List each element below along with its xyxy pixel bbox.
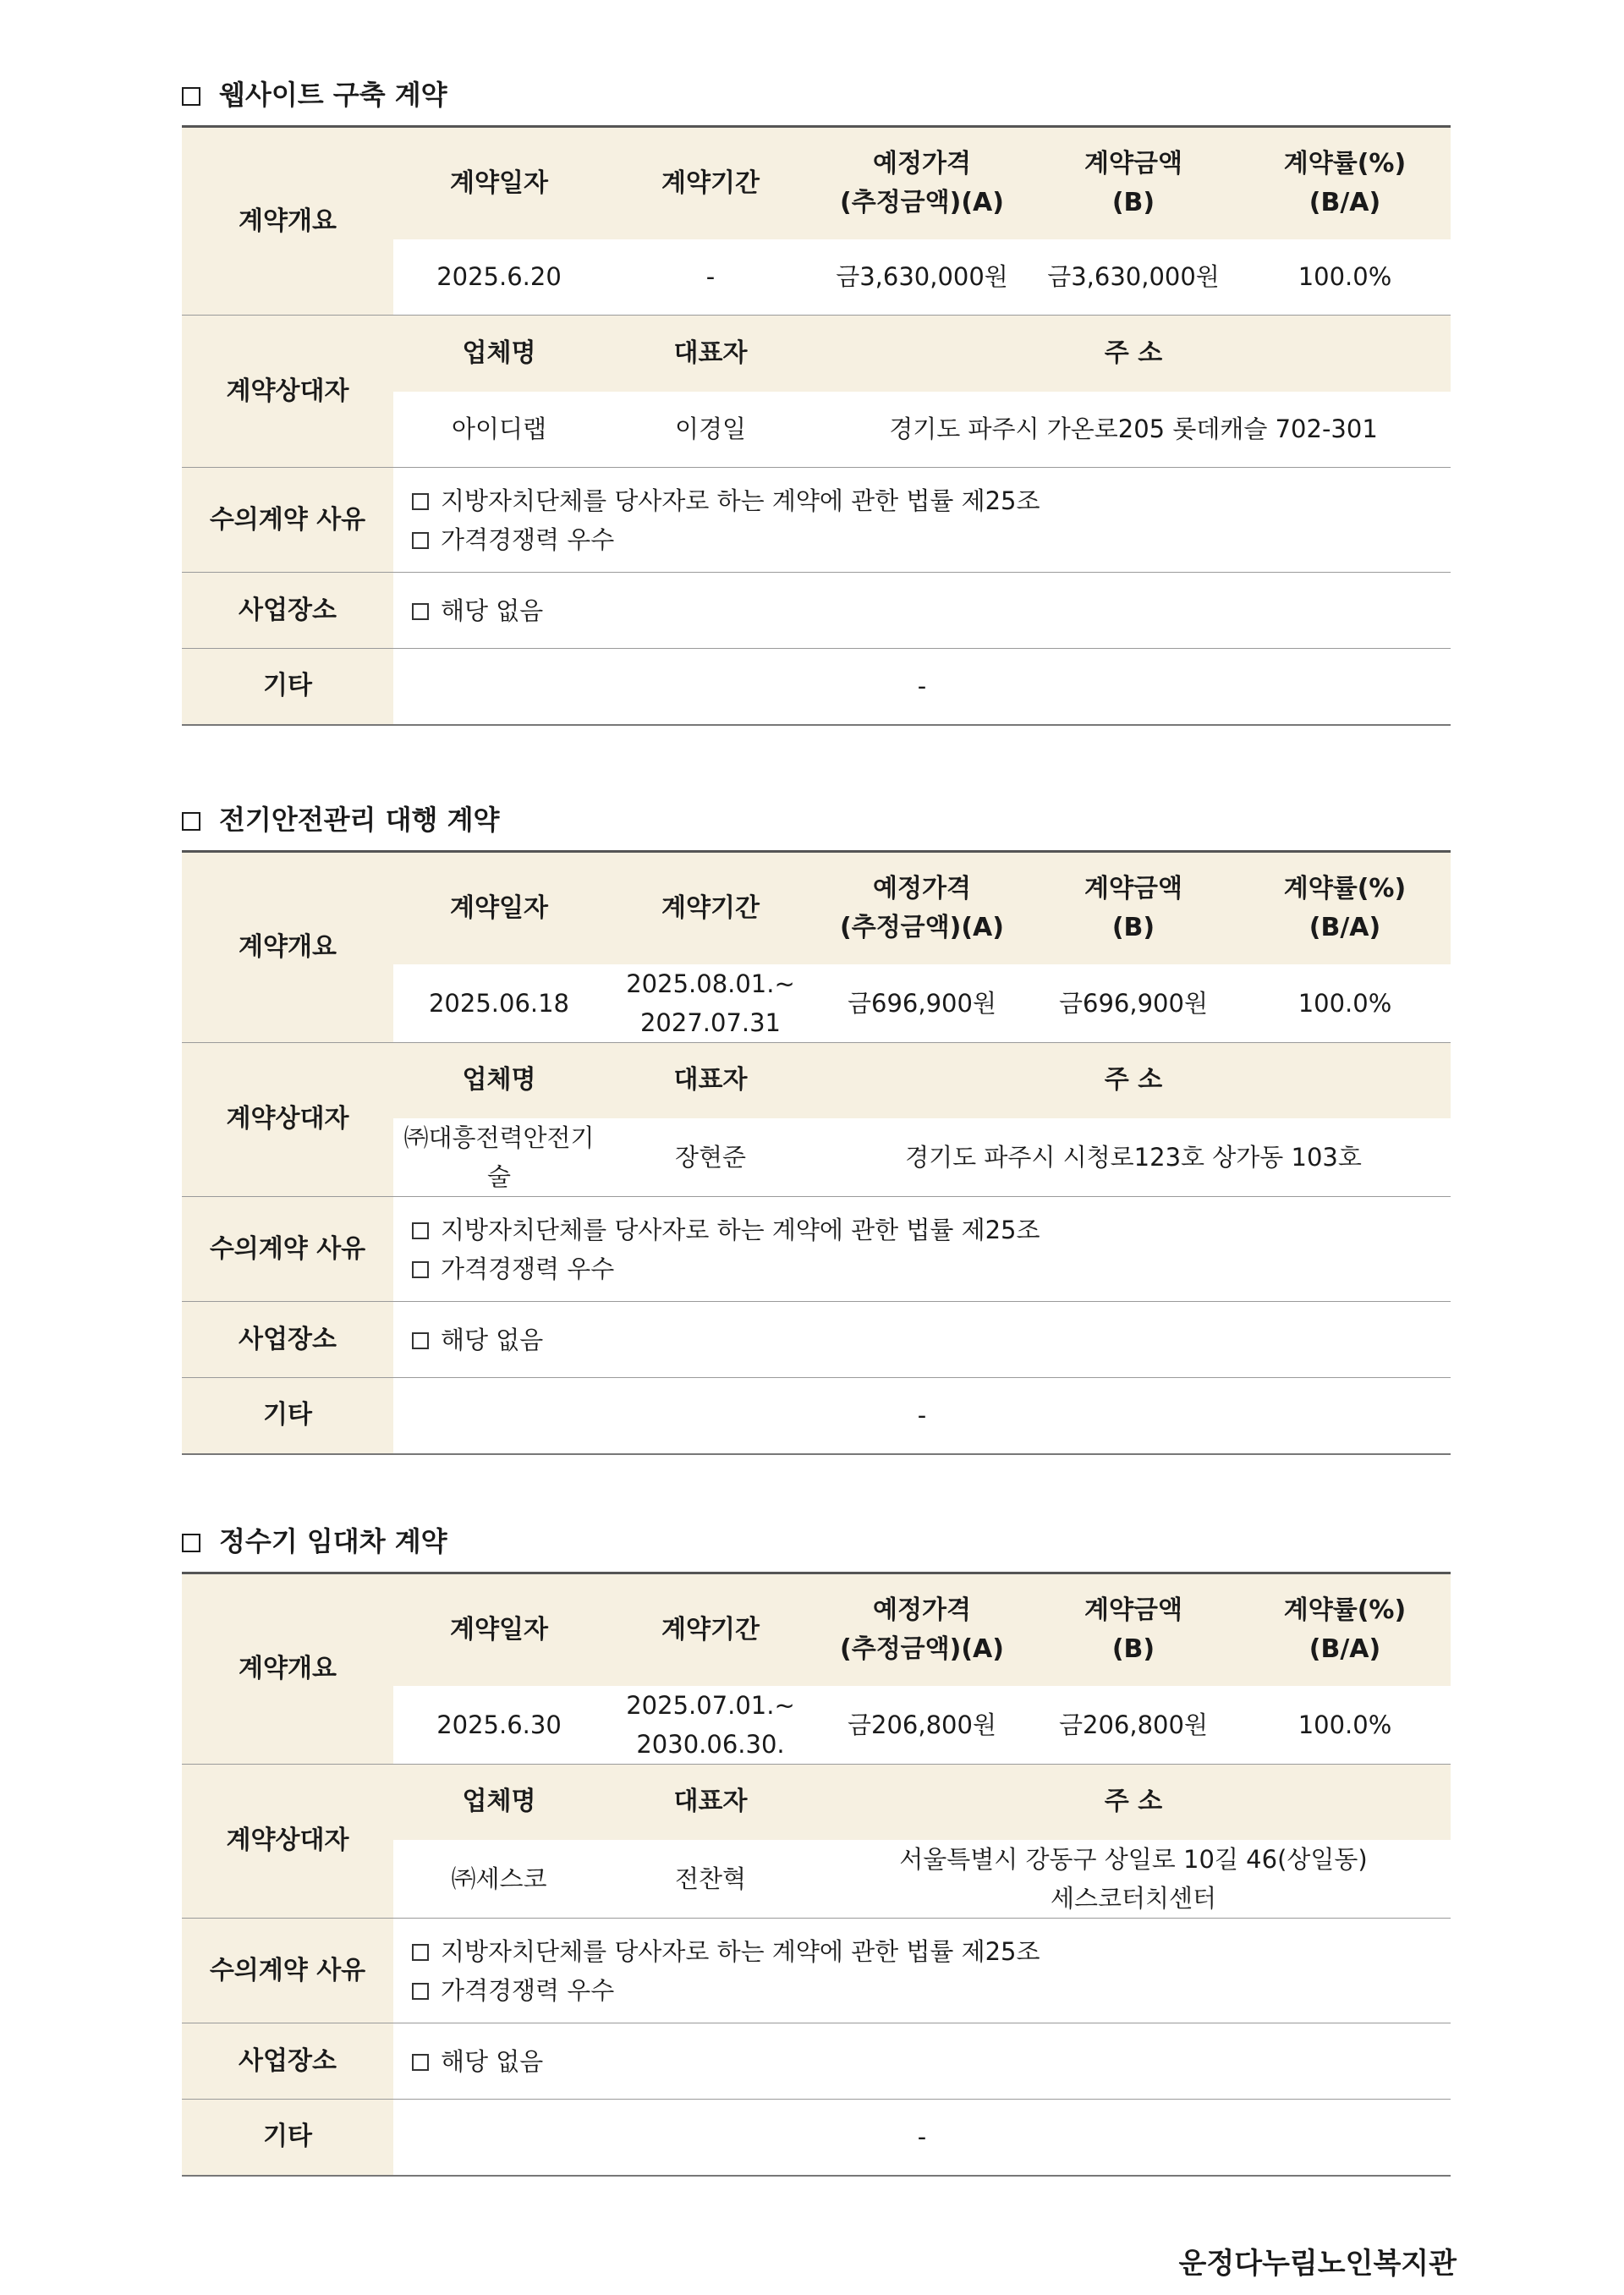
other-text: - — [393, 649, 1451, 725]
contract-rate: 100.0% — [1298, 262, 1392, 292]
ceo-header: 대표자 — [605, 316, 816, 392]
section-title: 전기안전관리 대행 계약 — [182, 803, 499, 837]
reason-label: 수의계약 사유 — [182, 468, 393, 573]
est-price-header: 예정가격 (추정금액)(A) — [840, 873, 1004, 942]
est-price-header: 예정가격 (추정금액)(A) — [840, 148, 1004, 217]
date-header: 계약일자 — [450, 167, 548, 198]
ceo-name: 이경일 — [674, 415, 747, 444]
amount-header: 계약금액 (B) — [1084, 1595, 1182, 1664]
overview-label: 계약개요 — [182, 852, 393, 1043]
checkbox-icon — [412, 2054, 429, 2071]
ceo-header: 대표자 — [605, 1764, 816, 1840]
place-text: 해당 없음 — [393, 573, 1451, 649]
company-header: 업체명 — [393, 1764, 605, 1840]
company-address: 서울특별시 강동구 상일로 10길 46(상일동) 세스코터치센터 — [899, 1845, 1368, 1913]
section-title: 웹사이트 구축 계약 — [182, 78, 447, 112]
contract-date: 2025.6.30 — [436, 1710, 562, 1739]
other-label: 기타 — [182, 649, 393, 725]
ceo-name: 장현준 — [674, 1143, 747, 1172]
contract-section-1 — [182, 79, 1451, 726]
reason-label: 수의계약 사유 — [182, 1919, 393, 2023]
contract-section-2 — [182, 804, 1451, 1455]
contractor-label: 계약상대자 — [182, 1042, 393, 1197]
checkbox-icon — [412, 1332, 429, 1349]
company-address: 경기도 파주시 가온로205 롯데캐슬 702-301 — [889, 415, 1378, 444]
place-label: 사업장소 — [182, 573, 393, 649]
contract-amount: 금696,900원 — [1059, 988, 1208, 1018]
other-text: - — [393, 2100, 1451, 2176]
overview-label: 계약개요 — [182, 127, 393, 316]
checkbox-icon — [412, 532, 429, 549]
company-name: 아이디랩 — [451, 415, 547, 444]
period-header: 계약기간 — [661, 167, 760, 198]
checkbox-icon — [412, 603, 429, 620]
contract-date: 2025.6.20 — [436, 262, 562, 292]
contract-table — [182, 1572, 1451, 2177]
checkbox-icon — [412, 493, 429, 510]
checkbox-icon — [182, 812, 200, 831]
rate-header: 계약률(%) (B/A) — [1283, 148, 1407, 217]
address-header: 주 소 — [816, 1764, 1451, 1840]
estimated-price: 금696,900원 — [848, 988, 996, 1018]
place-text: 해당 없음 — [393, 2023, 1451, 2100]
contract-table — [182, 850, 1451, 1455]
other-text: - — [393, 1378, 1451, 1454]
rate-header: 계약률(%) (B/A) — [1283, 1595, 1407, 1664]
contract-rate: 100.0% — [1298, 1710, 1392, 1739]
reason-label: 수의계약 사유 — [182, 1197, 393, 1302]
address-header: 주 소 — [816, 1042, 1451, 1118]
period-header: 계약기간 — [661, 1614, 760, 1644]
period-header: 계약기간 — [661, 892, 760, 923]
other-label: 기타 — [182, 1378, 393, 1454]
contract-period: - — [705, 262, 716, 292]
section-title: 정수기 임대차 계약 — [182, 1524, 447, 1558]
contract-period: 2025.08.01.~ 2027.07.31 — [626, 969, 795, 1037]
place-label: 사업장소 — [182, 2023, 393, 2100]
ceo-name: 전찬혁 — [674, 1864, 747, 1893]
company-name: ㈜세스코 — [451, 1864, 547, 1893]
reason-text: 지방자치단체를 당사자로 하는 계약에 관한 법률 제25조 가격경쟁력 우수 — [393, 1197, 1451, 1302]
overview-label: 계약개요 — [182, 1573, 393, 1765]
ceo-header: 대표자 — [605, 1042, 816, 1118]
rate-header: 계약률(%) (B/A) — [1283, 873, 1407, 942]
other-label: 기타 — [182, 2100, 393, 2176]
checkbox-icon — [412, 1944, 429, 1961]
address-header: 주 소 — [816, 316, 1451, 392]
contract-section-3 — [182, 1525, 1451, 2177]
reason-text: 지방자치단체를 당사자로 하는 계약에 관한 법률 제25조 가격경쟁력 우수 — [393, 1919, 1451, 2023]
checkbox-icon — [412, 1261, 429, 1278]
place-label: 사업장소 — [182, 1302, 393, 1378]
contract-amount: 금3,630,000원 — [1047, 262, 1220, 292]
checkbox-icon — [182, 1534, 200, 1552]
checkbox-icon — [412, 1222, 429, 1239]
company-address: 경기도 파주시 시청로123호 상가동 103호 — [905, 1143, 1362, 1172]
organization-name: 운정다누림노인복지관 — [1178, 2247, 1457, 2281]
date-header: 계약일자 — [450, 1614, 548, 1644]
amount-header: 계약금액 (B) — [1084, 873, 1182, 942]
amount-header: 계약금액 (B) — [1084, 148, 1182, 217]
contractor-label: 계약상대자 — [182, 1764, 393, 1919]
checkbox-icon — [182, 87, 200, 106]
company-name: ㈜대흥전력안전기 술 — [403, 1123, 595, 1191]
company-header: 업체명 — [393, 1042, 605, 1118]
reason-text: 지방자치단체를 당사자로 하는 계약에 관한 법률 제25조 가격경쟁력 우수 — [393, 468, 1451, 573]
estimated-price: 금3,630,000원 — [836, 262, 1008, 292]
contract-period: 2025.07.01.~ 2030.06.30. — [626, 1690, 795, 1759]
contract-rate: 100.0% — [1298, 988, 1392, 1018]
contract-table — [182, 125, 1451, 726]
company-header: 업체명 — [393, 316, 605, 392]
contract-amount: 금206,800원 — [1059, 1710, 1208, 1739]
contractor-label: 계약상대자 — [182, 316, 393, 468]
place-text: 해당 없음 — [393, 1302, 1451, 1378]
date-header: 계약일자 — [450, 892, 548, 923]
estimated-price: 금206,800원 — [848, 1710, 996, 1739]
contract-date: 2025.06.18 — [428, 988, 570, 1018]
est-price-header: 예정가격 (추정금액)(A) — [840, 1595, 1004, 1664]
checkbox-icon — [412, 1983, 429, 2000]
